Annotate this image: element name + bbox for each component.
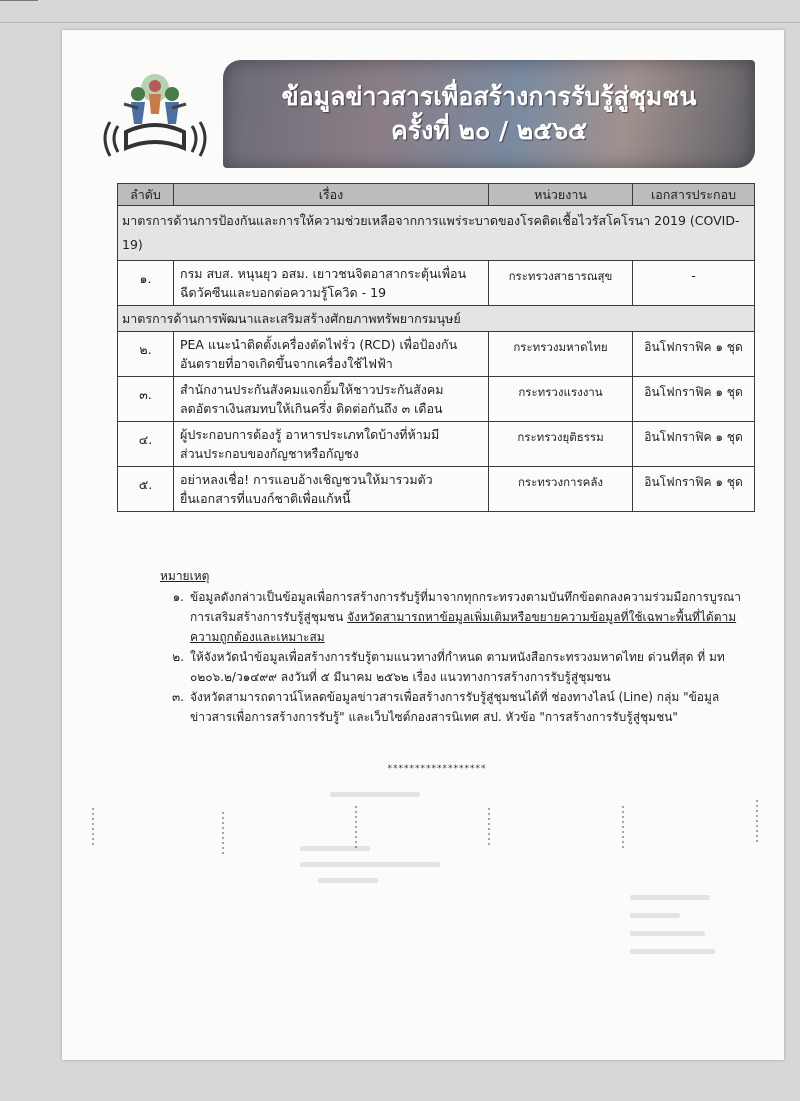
section-label: มาตรการด้านการป้องกันและการให้ความช่วยเหลือจากการแพร่ระบาดของโรคติดเชื้อไวรัสโคโรนา 2019 (COVID-19) <box>118 206 755 261</box>
row-document: อินโฟกราฟิค ๑ ชุด <box>633 422 755 467</box>
row-topic <box>174 467 489 512</box>
col-header-document: เอกสารประกอบ <box>633 184 755 206</box>
hole-punch-mark <box>488 808 490 848</box>
note-text-part: ข้อมูลดังกล่าวเป็นข้อมูลเพื่อการสร้างการรับรู้ที่มาจากทุกกระทรวงตามบันทึกข้อตกลงความร่วมมือการบูรณาการเสริมสร้างการรับรู้สู่ชุมชน <box>190 590 742 624</box>
row-agency: กระทรวงการคลัง <box>489 467 633 512</box>
topic-line: PEA แนะนำติดตั้งเครื่องตัดไฟรั่ว (RCD) เพื่อป้องกัน <box>180 337 458 352</box>
row-agency: กระทรวงยุติธรรม <box>489 422 633 467</box>
row-agency: กระทรวงมหาดไทย <box>489 332 633 377</box>
note-item <box>152 647 754 687</box>
hole-punch-mark <box>622 806 624 850</box>
bleed-through-mark <box>300 846 370 851</box>
section-row-covid <box>118 206 755 261</box>
topic-line: อย่าหลงเชื่อ! การแอบอ้างเชิญชวนให้มารวมตัว <box>180 472 433 487</box>
note-text: จังหวัดสามารถดาวน์โหลดข้อมูลข่าวสารเพื่อสร้างการรับรู้สู่ชุมชนได้ที่ ช่องทางไลน์ (Line) กลุ่ม "ข้อมูลข่าวสารเพื่อการสร้างการรับรู้" และเว็บไซต์กองสารนิเทศ สป. หัวข้อ "การสร้างการรับรู้สู่ชุมชน" <box>190 690 720 724</box>
topic-line: ผู้ประกอบการต้องรู้ อาหารประเภทใดบ้างที่ห้ามมี <box>180 427 440 442</box>
row-topic <box>174 261 489 306</box>
note-text-underlined: จังหวัดสามารถหาข้อมูลเพิ่มเติมหรือขยายความข้อมูลที่ใช้เฉพาะพื้นที่ได้ตามความถูกต้องและเหมาะสม <box>190 610 737 644</box>
row-number: ๑. <box>118 261 174 306</box>
hole-punch-mark <box>222 812 224 857</box>
topic-line: ส่วนประกอบของกัญชาหรือกัญชง <box>180 446 359 461</box>
topic-line: อันตรายที่อาจเกิดขึ้นจากเครื่องใช้ไฟฟ้า <box>180 356 393 371</box>
notes-section <box>140 566 754 727</box>
end-separator: ****************** <box>387 764 487 774</box>
row-number: ๒. <box>118 332 174 377</box>
col-header-topic: เรื่อง <box>174 184 489 206</box>
col-header-no: ลำดับ <box>118 184 174 206</box>
row-agency: กระทรวงแรงงาน <box>489 377 633 422</box>
row-topic <box>174 422 489 467</box>
scan-mark <box>0 0 38 1</box>
row-document: อินโฟกราฟิค ๑ ชุด <box>633 467 755 512</box>
note-text <box>190 587 754 647</box>
hole-punch-mark <box>92 808 94 848</box>
bleed-through-mark <box>630 913 680 918</box>
row-document: อินโฟกราฟิค ๑ ชุด <box>633 332 755 377</box>
table-header-row <box>118 184 755 206</box>
row-number: ๕. <box>118 467 174 512</box>
bleed-through-mark <box>630 931 705 936</box>
row-number: ๔. <box>118 422 174 467</box>
row-document: - <box>633 261 755 306</box>
topic-line: ยื่นเอกสารที่แบงก์ชาติเพื่อแก้หนี้ <box>180 491 351 506</box>
note-item <box>152 587 754 647</box>
table-row <box>118 422 755 467</box>
table-row <box>118 377 755 422</box>
row-topic <box>174 377 489 422</box>
note-number: ๓. <box>171 690 184 704</box>
table-row <box>118 261 755 306</box>
bleed-through-mark <box>630 895 710 900</box>
note-text: ให้จังหวัดนำข้อมูลเพื่อสร้างการรับรู้ตามแนวทางที่กำหนด ตามหนังสือกระทรวงมหาดไทย ด่วนที่สุด ที่ มท ๐๒๐๖.๒/ว๑๔๙๙ ลงวันที่ ๕ มีนาคม ๒๕๖๒ เรื่อง แนวทางการสร้างการรับรู้สู่ชุมชน <box>190 650 725 684</box>
bleed-through-mark <box>300 862 440 867</box>
news-topics-table <box>117 183 755 512</box>
row-topic <box>174 332 489 377</box>
section-label: มาตรการด้านการพัฒนาและเสริมสร้างศักยภาพทรัพยากรมนุษย์ <box>118 306 755 332</box>
row-number: ๓. <box>118 377 174 422</box>
topic-line: ลดอัตราเงินสมทบให้เกินครึ่ง ติดต่อกันถึง ๓ เดือน <box>180 401 443 416</box>
note-item <box>152 687 754 727</box>
notes-heading: หมายเหตุ <box>160 569 210 583</box>
table-row <box>118 332 755 377</box>
community-people-logo-icon <box>98 68 212 160</box>
col-header-agency: หน่วยงาน <box>489 184 633 206</box>
bleed-through-mark <box>330 792 420 797</box>
scan-edge <box>0 22 800 23</box>
topic-line: กรม สบส. หนุนยุว อสม. เยาวชนจิตอาสากระตุ้นเพื่อน <box>180 266 467 281</box>
hole-punch-mark <box>756 800 758 842</box>
topic-line: สำนักงานประกันสังคมแจกยิ้มให้ชาวประกันสังคม <box>180 382 444 397</box>
title-banner <box>223 60 755 168</box>
section-row-human-resources <box>118 306 755 332</box>
note-number: ๒. <box>172 650 184 664</box>
note-number: ๑. <box>172 590 184 604</box>
document-title: ข้อมูลข่าวสารเพื่อสร้างการรับรู้สู่ชุมชน <box>281 82 697 111</box>
table-row <box>118 467 755 512</box>
hole-punch-mark <box>355 806 357 850</box>
issue-number: ครั้งที่ ๒๐ / ๒๕๖๕ <box>390 116 587 145</box>
row-agency: กระทรวงสาธารณสุข <box>489 261 633 306</box>
bleed-through-mark <box>318 878 378 883</box>
row-document: อินโฟกราฟิค ๑ ชุด <box>633 377 755 422</box>
bleed-through-mark <box>630 949 715 954</box>
topic-line: ฉีดวัคซีนและบอกต่อความรู้โควิด - 19 <box>180 285 387 300</box>
